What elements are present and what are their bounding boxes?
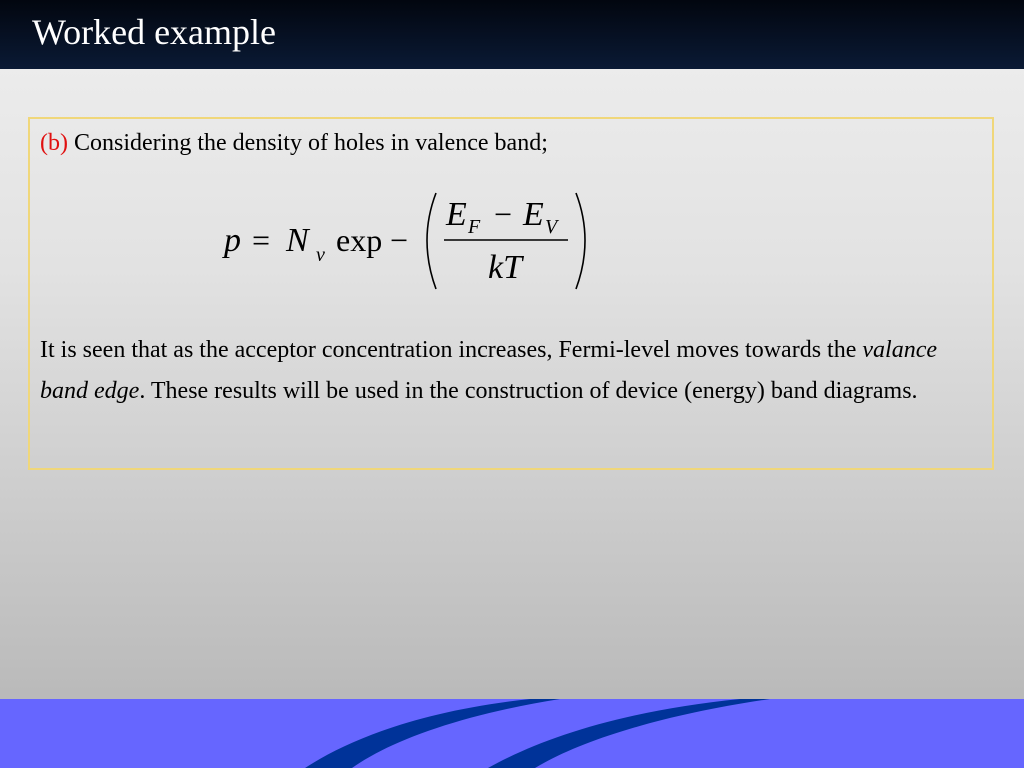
part-label: (b) [40, 130, 68, 156]
footer-stripe-2 [488, 699, 770, 768]
footer-band [0, 699, 1024, 768]
eq-denominator: kT [488, 249, 522, 286]
eq-num-E2: E [523, 196, 544, 233]
eq-num-E1-sub: F [468, 216, 481, 238]
eq-exp: exp [336, 222, 383, 258]
part-text: Considering the density of holes in valence band; [67, 130, 548, 156]
eq-p: p [224, 222, 241, 259]
hole-density-equation [220, 185, 600, 295]
eq-right-paren [576, 193, 585, 289]
slide-title: Worked example [32, 12, 277, 52]
title-bar [0, 0, 1024, 69]
paragraph-text-2: . These results will be used in the construction of device (energy) band diagrams. [139, 378, 918, 404]
paragraph-italic: valance band edge [40, 337, 937, 404]
eq-num-minus: − [494, 196, 513, 232]
eq-left-paren [427, 193, 436, 289]
paragraph-text-1: It is seen that as the acceptor concentration increases, Fermi-level moves towards the [40, 337, 863, 363]
eq-num-E2-sub: V [545, 216, 558, 238]
content-box [28, 117, 994, 470]
part-b-statement [40, 127, 548, 159]
eq-N-sub: v [316, 244, 325, 266]
eq-N: N [286, 222, 309, 259]
eq-minus: − [390, 222, 409, 258]
eq-num-E1: E [446, 196, 467, 233]
conclusion-paragraph [40, 330, 940, 412]
eq-equals: = [252, 222, 271, 258]
